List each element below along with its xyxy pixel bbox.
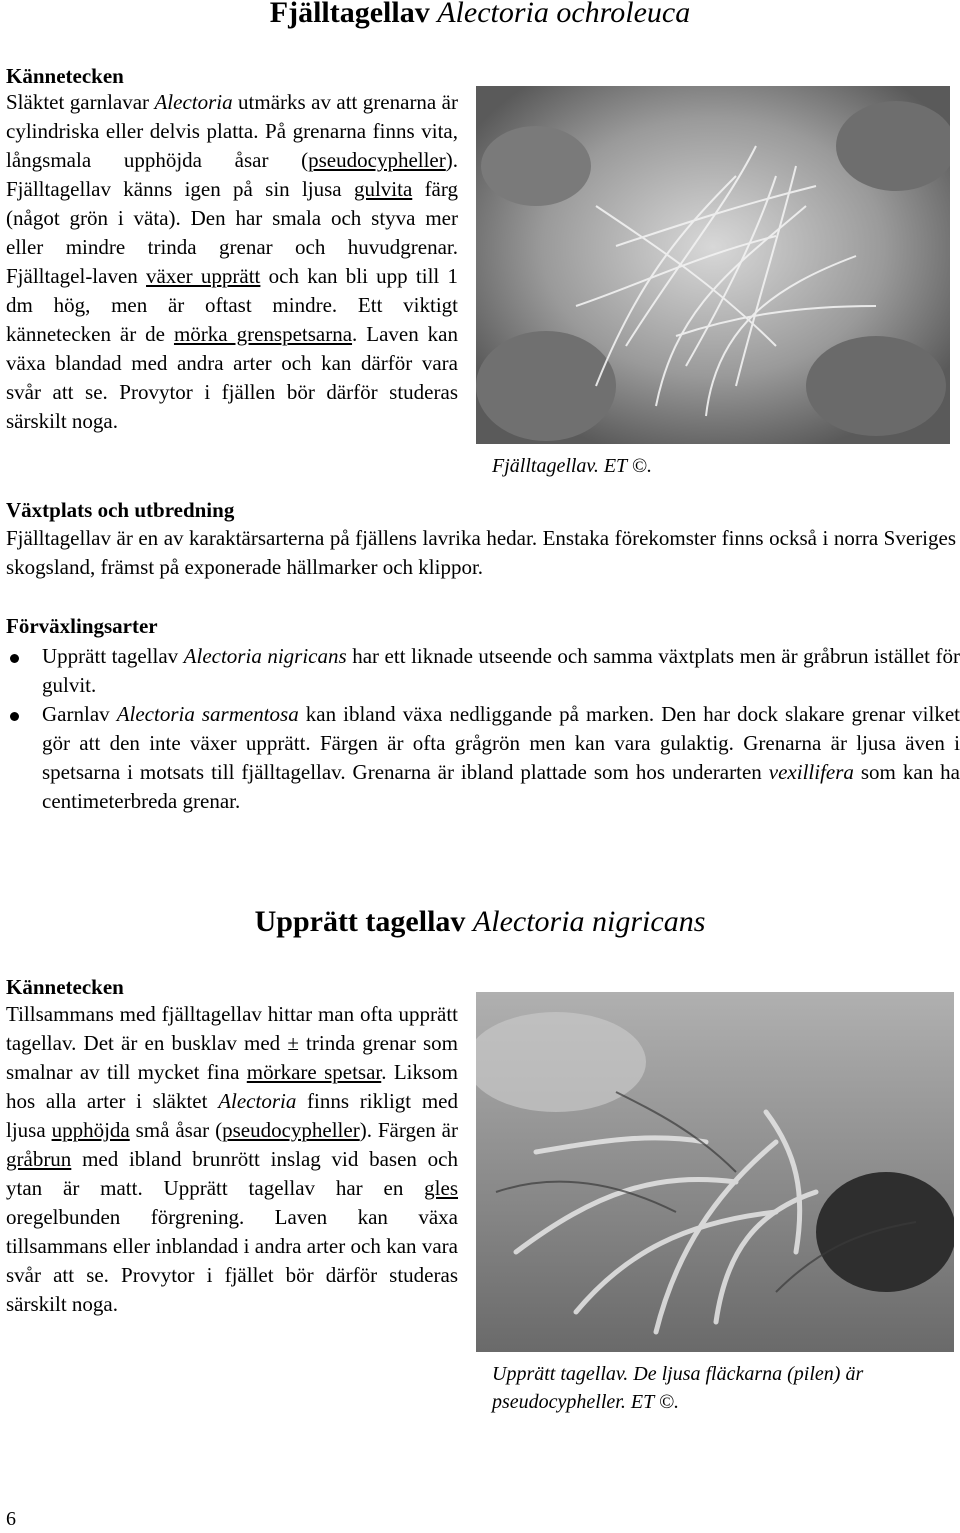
section2-kannetecken-heading: Kännetecken — [6, 975, 124, 999]
section1-title: Fjälltagellav Alectoria ochroleuca — [269, 0, 691, 29]
section2-title: Upprätt tagellav Alectoria nigricans — [254, 905, 706, 938]
lichen-photo-fjalltagellav — [476, 86, 950, 444]
vaxtplats-heading: Växtplats och utbredning — [6, 498, 235, 522]
vaxtplats-text: Fjälltagellav är en av karaktärsarterna på fjällens lavrika hedar. Enstaka förekomster finns också i norra Sveriges skogsland, främst på exponerade hällmarker och klippor. — [6, 526, 956, 579]
lichen-photo-upprätt-tagellav — [476, 992, 954, 1352]
section2-description: Tillsammans med fjälltagellav hittar man ofta upprätt tagellav. Det är en busklav med ± trinda grenar som smalnar av till mycket fina mörkare spetsar. Liksom hos alla arter i släktet Alectoria finns rikligt med ljusa upphöjda små åsar (pseudocypheller). Färgen är gråbrun med ibland brunrött inslag vid basen och ytan är matt. Upprätt tagellav har en gles oregelbunden förgrening. Laven kan växa tillsammans eller inblandad i andra arter och kan vara svår att se. Provytor i fjället bör därför studeras särskilt noga. — [6, 1002, 459, 1316]
page-number: 6 — [6, 1508, 16, 1530]
list-item-nigricans: Upprätt tagellav Alectoria nigricans har ett liknade utseende och samma växtplats men är gråbrun istället för gulvit. — [42, 644, 960, 697]
section1-description: Släktet garnlavar Alectoria utmärks av att grenarna är cylindriska eller delvis platta. På grenarna finns vita, långsmala upphöjda åsar (pseudocypheller). Fjälltagellav känns igen på sin ljusa gulvita färg (något grön i väta). Den har smala och styva mer eller mindre trinda grenar och huvudgrenar. Fjälltagel-laven växer upprätt och kan bli upp till 1 dm hög, men är oftast mindre. Ett viktigt kännetecken är de mörka grenspetsarna. Laven kan växa blandad med andra arter och kan därför vara svår att se. Provytor i fjällen bör därför studeras särskilt noga. — [6, 90, 458, 433]
bullet-icon — [10, 654, 19, 663]
forvaxlingsarter-list — [0, 642, 960, 822]
bullet-icon — [10, 712, 19, 721]
list-item-sarmentosa: Garnlav Alectoria sarmentosa kan ibland växa nedliggande på marken. Den har dock slakare grenar vilket gör att den inte växer upprätt. Färgen är ofta grågrön men kan vara gulaktig. Grenarna är ljusa även i spetsarna i motsats till fjälltagellav. Grenarna är ibland plattade som hos underarten vexillifera som kan ha centimeterbreda grenar. — [42, 702, 960, 813]
forvaxlingsarter-heading: Förväxlingsarter — [6, 614, 158, 638]
photo2-caption: Upprätt tagellav. De ljusa fläckarna (pilen) är pseudocypheller. ET ©. — [492, 1363, 864, 1413]
photo1-caption: Fjälltagellav. ET ©. — [492, 455, 652, 477]
section1-kannetecken-heading: Kännetecken — [6, 64, 124, 88]
